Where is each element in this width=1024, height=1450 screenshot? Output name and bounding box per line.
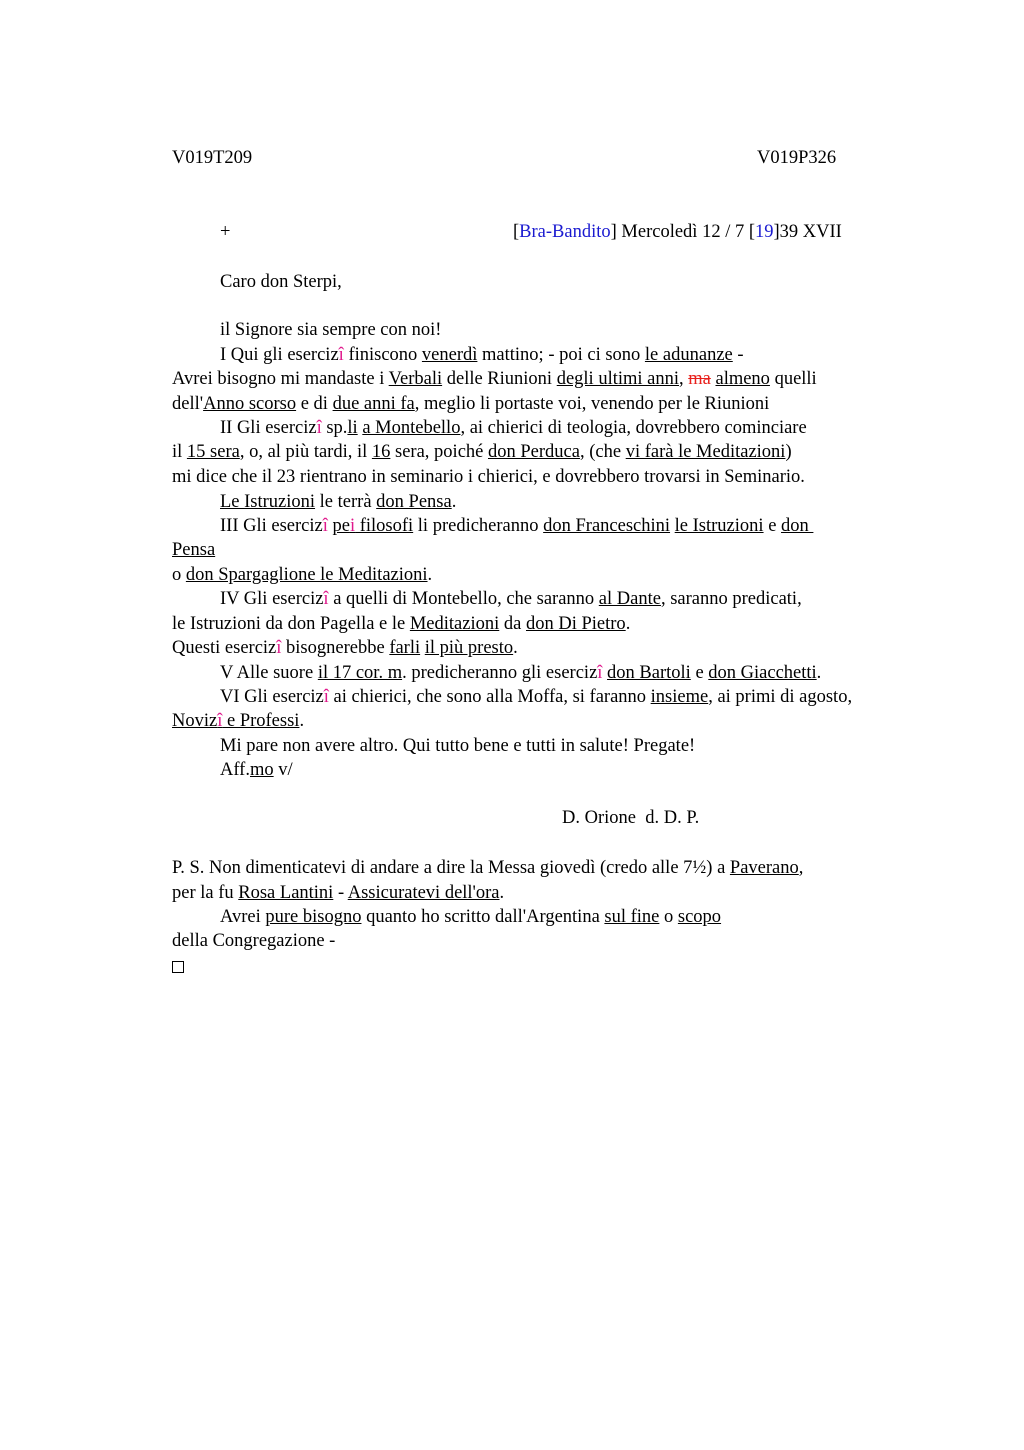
salutation: Caro don Sterpi,: [220, 272, 342, 292]
letter-line: III Gli esercizî pei filosofi li predicheranno don Franceschini le Istruzioni e don: [220, 516, 814, 536]
year-editorial: 19: [755, 222, 774, 242]
postscript-line: P. S. Non dimenticatevi di andare a dire la Messa giovedì (credo alle 7½) a Paverano,: [172, 858, 804, 878]
place-name: Bra-Bandito: [519, 222, 611, 242]
document-code-right: V019P326: [757, 148, 837, 168]
letter-line: o don Spargaglione le Meditazioni.: [172, 565, 433, 585]
letter-line: I Qui gli esercizî finiscono venerdì mattino; - poi ci sono le adunanze -: [220, 345, 744, 365]
letter-line: VI Gli esercizî ai chierici, che sono alla Moffa, si faranno insieme, ai primi di agosto,: [220, 687, 853, 707]
letter-line: Mi pare non avere altro. Qui tutto bene e tutti in salute! Pregate!: [220, 736, 696, 756]
signature: D. Orione d. D. P.: [562, 808, 700, 828]
letter-line: V Alle suore il 17 cor. m. predicheranno gli esercizî don Bartoli e don Giacchetti.: [220, 663, 822, 683]
letter-line: Pensa: [172, 540, 216, 560]
deleted-word: ma: [688, 369, 711, 389]
postscript-line: per la fu Rosa Lantini - Assicuratevi dell'ora.: [172, 883, 505, 903]
letter-line: le Istruzioni da don Pagella e le Meditazioni da don Di Pietro.: [172, 614, 631, 634]
letter-line: II Gli esercizî sp.li a Montebello, ai chierici di teologia, dovrebbero cominciare: [220, 418, 807, 438]
end-box-icon: [172, 957, 184, 979]
letter-line: Le Istruzioni le terrà don Pensa.: [220, 492, 457, 512]
letter-line: Questi esercizî bisognerebbe farli il più presto.: [172, 638, 518, 658]
letter-line: dell'Anno scorso e di due anni fa, meglio li portaste voi, venendo per le Riunioni: [172, 394, 770, 414]
document-code-left: V019T209: [172, 148, 253, 168]
cross-mark: +: [220, 222, 231, 242]
closing: Aff.mo v/: [220, 760, 293, 780]
postscript-line: Avrei pure bisogno quanto ho scritto dall'Argentina sul fine o scopo: [220, 907, 722, 927]
letter-line: Novizî e Professi.: [172, 711, 305, 731]
letter-line: mi dice che il 23 rientrano in seminario i chierici, e dovrebbero trovarsi in Seminario.: [172, 467, 805, 487]
letter-line: il Signore sia sempre con noi!: [220, 320, 442, 340]
postscript-line: della Congregazione -: [172, 931, 336, 951]
dateline: [Bra-Bandito] Mercoledì 12 / 7 [19]39 XVII: [513, 222, 842, 242]
letter-line: il 15 sera, o, al più tardi, il 16 sera, poiché don Perduca, (che vi farà le Meditazioni): [172, 442, 792, 462]
letter-line: IV Gli esercizî a quelli di Montebello, che saranno al Dante, saranno predicati,: [220, 589, 802, 609]
letter-line: Avrei bisogno mi mandaste i Verbali delle Riunioni degli ultimi anni, ma almeno quelli: [172, 369, 817, 389]
